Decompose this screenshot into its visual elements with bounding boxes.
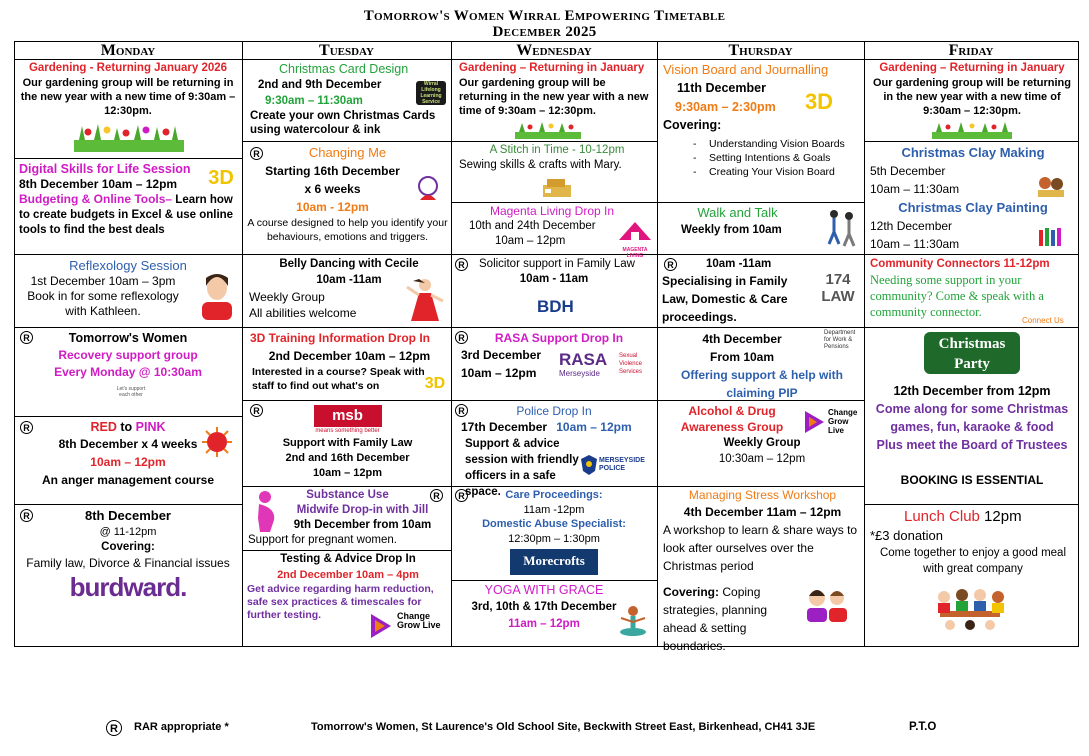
tue-su-midwife: Midwife Drop-in with Jill — [296, 504, 429, 516]
thu-wt-title: Walk and Talk — [697, 205, 778, 220]
cgl-logo-icon — [367, 612, 395, 640]
mon-rtp-pink: PINK — [135, 420, 166, 434]
wed-mc-da-time: 12:30pm – 1:30pm — [508, 533, 600, 545]
thu-vision-board — [663, 61, 862, 202]
tue-substance-use — [246, 488, 449, 550]
day-header-thursday: Thursday — [728, 42, 793, 59]
wed-yoga-title: YOGA WITH GRACE — [484, 583, 604, 597]
fri-christmas-party — [868, 330, 1076, 504]
thu-ms-title: Managing Stress Workshop — [688, 488, 837, 502]
tue-christmas-card — [250, 61, 448, 141]
bdh-logo: BDH — [537, 297, 574, 316]
wed-mc-care: Care Proceedings: — [505, 489, 603, 501]
reflexology-icon — [198, 270, 236, 320]
msb-tagline: means something better — [315, 428, 380, 434]
day-header-wednesday: Wednesday — [516, 42, 592, 59]
tue-testing-advice — [247, 552, 449, 645]
tue-bd-all: All abilities welcome — [249, 306, 357, 320]
mon-rtp-red: RED — [90, 420, 117, 434]
wed-rasa-date: 3rd December — [461, 348, 542, 362]
wed-rasa-time: 10am – 12pm — [461, 366, 537, 380]
wed-stitch — [459, 143, 655, 202]
wed-mag-time: 10am – 12pm — [495, 235, 566, 247]
tue-msb-l1: Support with Family Law — [282, 437, 413, 449]
mon-red-to-pink — [18, 419, 238, 504]
thu-174-time: 10am -11am — [706, 258, 772, 270]
day-header-tuesday: Tuesday — [319, 42, 374, 59]
stress-icon — [803, 586, 849, 622]
thu-vb-covering: Covering: — [663, 118, 722, 132]
mon-bw-title: 8th December — [85, 508, 171, 523]
fri-clay-title: Christmas Clay Making — [901, 145, 1045, 160]
mon-tw-l1: Recovery support group — [58, 348, 198, 362]
wed-mag-dates: 10th and 24th December — [469, 220, 596, 232]
mon-gardening — [18, 61, 238, 157]
dancer-icon — [405, 277, 445, 323]
pregnant-icon — [252, 490, 282, 532]
rar-icon: R — [455, 331, 468, 344]
tue-cm-weeks: x 6 weeks — [304, 182, 361, 196]
tue-3d-title: 3D Training Information Drop In — [250, 331, 430, 345]
fri-cp-booking: BOOKING IS ESSENTIAL — [900, 473, 1044, 487]
wed-sol-title: Solicitor support in Family Law — [479, 258, 635, 270]
tue-card-title: Christmas Card Design — [279, 62, 409, 76]
wed-gard-title: Gardening – Returning in January — [459, 62, 645, 74]
tue-3d-desc: Interested in a course? Speak with staff to find out what's on — [252, 366, 425, 392]
mon-reflexology — [18, 258, 238, 327]
fri-lunch-donation: *£3 donation — [870, 528, 944, 543]
tue-3d-training — [250, 330, 449, 400]
people-eating-icon — [930, 585, 1010, 631]
mon-bw-covering: Covering: — [101, 541, 155, 553]
thu-dwp-time: From 10am — [709, 350, 775, 364]
rar-icon: R — [20, 509, 33, 522]
wed-sol-time: 10am - 11am — [519, 273, 589, 285]
thu-walk-talk — [663, 204, 862, 254]
wed-mc-care-time: 11am -12pm — [523, 504, 585, 516]
thu-ms-covering: Covering: — [663, 585, 720, 599]
walking-icon — [823, 208, 859, 248]
thu-vb-time: 9:30am – 2:30pm — [675, 100, 776, 114]
tue-su-title: Substance Use — [306, 489, 389, 501]
mon-tw-title: Tomorrow's Women — [68, 331, 188, 345]
thu-alcohol-drug — [662, 403, 862, 486]
wed-morecrofts — [453, 488, 655, 580]
tue-ta-date: 2nd December 10am – 4pm — [277, 569, 419, 581]
fri-cp-board: Plus meet the Board of Trustees — [876, 438, 1068, 452]
174-law-logo: 174 LAW — [821, 271, 855, 305]
support-logo-icon: Let's support each other — [116, 386, 146, 398]
tue-ta-title: Testing & Advice Drop In — [280, 553, 416, 565]
thu-174-law — [662, 257, 862, 327]
wed-yoga-time: 11am – 12pm — [508, 618, 580, 630]
fri-cc-title: Community Connectors 11-12pm — [870, 258, 1050, 270]
tue-msb — [246, 403, 449, 486]
fri-cp-desc: Come along for some Christmas games, fun, karaoke & food — [875, 402, 1069, 434]
thu-ad-weekly: Weekly Group — [723, 437, 801, 449]
wed-pol-title: Police Drop In — [516, 404, 592, 418]
rar-icon: R — [250, 404, 263, 417]
wed-pol-desc: Support & advice session with friendly officers in a safe space. — [465, 438, 579, 498]
mon-digital-desc: Learn how to create budgets in Excel & use online tools to find the best deals — [19, 194, 234, 236]
rar-icon: R — [455, 404, 468, 417]
mon-digital-title: Digital Skills for Life Session — [19, 162, 191, 176]
christmas-party-banner: Christmas Party — [924, 332, 1020, 374]
rar-icon: R — [430, 489, 443, 502]
fri-clay-date: 5th December — [870, 164, 946, 178]
page-title: Tomorrow's Women Wirral Empowering Timetable — [363, 8, 726, 24]
cgl-logo-text: Change Grow Live — [397, 611, 441, 630]
sewing-machine-icon — [541, 177, 573, 199]
mon-reflex-title: Reflexology Session — [69, 258, 187, 273]
wed-rasa — [453, 330, 655, 400]
wed-yoga-dates: 3rd, 10th & 17th December — [471, 601, 617, 613]
wirral-lifelong-logo-icon: Wirral Lifelong Learning Service — [416, 81, 446, 105]
thu-dwp — [662, 330, 862, 400]
mon-bw-desc: Family law, Divorce & Financial issues — [26, 556, 230, 570]
tue-changing-me — [246, 144, 449, 254]
fri-lunch-time: 12pm — [979, 508, 1022, 525]
thu-managing-stress — [663, 488, 862, 653]
fri-gard-title: Gardening – Returning in January — [879, 62, 1065, 74]
wed-mc-da: Domestic Abuse Specialist: — [482, 518, 626, 530]
tue-belly-dancing — [249, 257, 449, 327]
tue-cm-time: 10am - 12pm — [296, 200, 369, 214]
mon-gardening-body: Our gardening group will be returning in the new year with a new time of 9:30am – 12:30pm. — [20, 77, 236, 117]
morecrofts-logo: Morecrofts — [510, 549, 598, 575]
wed-pol-date: 17th December — [461, 420, 548, 434]
mon-reflex-desc: Book in for some reflexology with Kathleen. — [27, 289, 179, 318]
footer-pto: P.T.O — [909, 721, 937, 733]
3d-logo-icon: 3D — [424, 374, 446, 392]
rasa-logo-tag: Sexual Violence Services — [619, 353, 643, 375]
fri-gard-body: Our gardening group will be returning in the new year with a new time of 9:30am – 12:30pm. — [873, 77, 1071, 117]
tue-msb-l3: 10am – 12pm — [312, 467, 383, 479]
rar-icon: R — [455, 258, 468, 271]
magenta-logo-icon: MAGENTA LIVING — [615, 218, 655, 250]
fri-painting-time: 10am – 11:30am — [870, 237, 960, 251]
cgl-logo-icon — [802, 409, 826, 435]
tue-bd-weekly: Weekly Group — [249, 290, 325, 304]
rar-icon: R — [455, 489, 468, 502]
tue-msb-l2: 2nd and 16th December — [285, 452, 410, 464]
thu-vb-item-2: - Setting Intentions & Goals — [689, 151, 862, 165]
police-logo: MERSEYSIDE POLICE — [581, 453, 649, 479]
day-header-friday: Friday — [948, 42, 994, 59]
wed-gardening — [459, 61, 655, 141]
fri-cc-desc: Needing some support in your community? Come & speak with a community connector. — [870, 273, 1044, 319]
tue-ta-desc: Get advice regarding harm reduction, safe sex practices & timescales for further testing. — [247, 583, 434, 621]
rar-icon: R — [106, 720, 122, 736]
rar-icon: R — [20, 331, 33, 344]
3d-logo-icon: 3D — [804, 88, 834, 114]
mon-tw-l2: Every Monday @ 10:30am — [54, 365, 202, 379]
fri-clay — [870, 144, 1076, 254]
thu-wt-time: Weekly from 10am — [681, 224, 782, 236]
fri-community-connectors — [870, 257, 1076, 327]
police-crest-icon — [581, 455, 597, 475]
wed-magenta-living — [459, 204, 655, 259]
mon-tomorrows-women — [18, 330, 238, 416]
rar-icon: R — [20, 421, 33, 434]
tue-su-date: 9th December from 10am — [293, 519, 432, 531]
tue-3d-date: 2nd December 10am – 12pm — [268, 349, 431, 363]
tue-card-dates: 2nd and 9th December — [258, 79, 382, 91]
tue-card-desc: Create your own Christmas Cards using watercolour & ink — [250, 110, 436, 136]
thu-ad-title: Alcohol & Drug Awareness Group — [680, 404, 784, 434]
thu-dwp-date: 4th December — [702, 332, 782, 346]
thu-ms-date: 4th December 11am – 12pm — [683, 505, 842, 519]
thu-dwp-desc: Offering support & help with claiming PIP — [681, 368, 843, 400]
cgl-logo-text: Change Grow Live — [828, 408, 858, 435]
fri-clay-time: 10am – 11:30am — [870, 182, 960, 196]
fri-lunch-title: Lunch Club — [904, 508, 980, 525]
fri-cp-date: 12th December from 12pm — [893, 384, 1051, 398]
mon-reflex-date: 1st December 10am – 3pm — [30, 274, 176, 288]
msb-logo: msb — [314, 405, 382, 427]
anger-icon — [202, 427, 232, 457]
footer-rar: RAR appropriate * — [134, 721, 229, 733]
fri-painting-date: 12th December — [870, 219, 953, 233]
mon-rtp-desc: An anger management course — [41, 473, 215, 487]
wed-gard-body: Our gardening group will be returning in the new year with a new time of 9:30am – 12:30pm. — [459, 77, 649, 117]
tue-cm-start: Starting 16th December — [265, 164, 400, 178]
mon-bw-time: @ 11-12pm — [99, 526, 157, 538]
mon-rtp-to: to — [116, 420, 136, 434]
fri-clay-painting-title: Christmas Clay Painting — [898, 200, 1048, 215]
tue-su-desc: Support for pregnant women. — [248, 534, 397, 546]
burdward-logo: burdward. — [69, 572, 187, 602]
tue-card-time: 9:30am – 11:30am — [265, 95, 363, 107]
wed-yoga — [453, 582, 655, 645]
page-subtitle: December 2025 — [492, 24, 597, 40]
wed-mag-title: Magenta Living Drop In — [489, 204, 615, 218]
thu-vb-item-1: - Understanding Vision Boards — [689, 137, 862, 151]
fri-gardening — [868, 61, 1076, 141]
flowers-icon — [515, 121, 581, 139]
thu-ms-covering-desc: Coping strategies, planning ahead & setting boundaries. — [663, 585, 768, 653]
changing-me-icon — [412, 174, 444, 204]
paint-icon — [1038, 224, 1064, 248]
tue-bd-time: 10am -11am — [316, 274, 382, 286]
wed-stitch-desc: Sewing skills & crafts with Mary. — [459, 159, 622, 171]
fri-lunch-desc: Come together to enjoy a good meal with great company — [879, 547, 1067, 575]
dwp-logo: Department for Work & Pensions — [824, 330, 856, 350]
clay-icon — [1036, 174, 1066, 198]
footer-address: Tomorrow's Women, St Laurence's Old School Site, Beckwith Street East, Birkenhead, CH41 3JE — [311, 721, 816, 733]
thu-vb-item-3: - Creating Your Vision Board — [689, 165, 862, 179]
mon-gardening-title: Gardening - Returning January 2026 — [28, 62, 228, 74]
yoga-icon — [617, 604, 649, 638]
thu-174-desc: Specialising in Family Law, Domestic & Care proceedings. — [662, 274, 788, 324]
wed-solicitor — [453, 257, 655, 327]
mon-digital-sub: Budgeting & Online Tools– — [19, 192, 173, 206]
connect-us-logo: Connect Us — [1022, 316, 1064, 325]
wed-pol-time: 10am – 12pm — [556, 420, 632, 434]
mon-burdward — [18, 507, 238, 645]
thu-ms-desc: A workshop to learn & share ways to look after ourselves over the Christmas period — [663, 523, 858, 573]
thu-vb-title: Vision Board and Journalling — [663, 62, 829, 77]
tue-bd-title: Belly Dancing with Cecile — [279, 258, 419, 270]
rasa-logo: RASA Merseyside — [559, 350, 608, 378]
fri-lunch-club — [870, 507, 1076, 645]
mon-rtp-date: 8th December x 4 weeks — [58, 437, 198, 451]
flowers-icon — [74, 122, 184, 152]
mon-digital-skills — [19, 162, 239, 254]
thu-ad-time: 10:30am – 12pm — [718, 453, 806, 465]
day-header-monday: Monday — [100, 42, 156, 59]
mon-rtp-time: 10am – 12pm — [90, 455, 166, 469]
thu-vb-date: 11th December — [677, 81, 766, 95]
tue-cm-desc: A course designed to help you identify your behaviours, emotions and triggers. — [247, 217, 448, 243]
mon-digital-date: 8th December 10am – 12pm — [19, 177, 178, 191]
wed-stitch-title: A Stitch in Time - 10-12pm — [489, 144, 625, 156]
flowers-icon — [932, 121, 1012, 139]
rar-icon: R — [664, 258, 677, 271]
tue-cm-title: Changing Me — [308, 145, 387, 160]
3d-logo-icon: 3D — [208, 166, 234, 189]
rar-icon: R — [250, 147, 263, 160]
wed-rasa-title: RASA Support Drop In — [494, 331, 624, 345]
